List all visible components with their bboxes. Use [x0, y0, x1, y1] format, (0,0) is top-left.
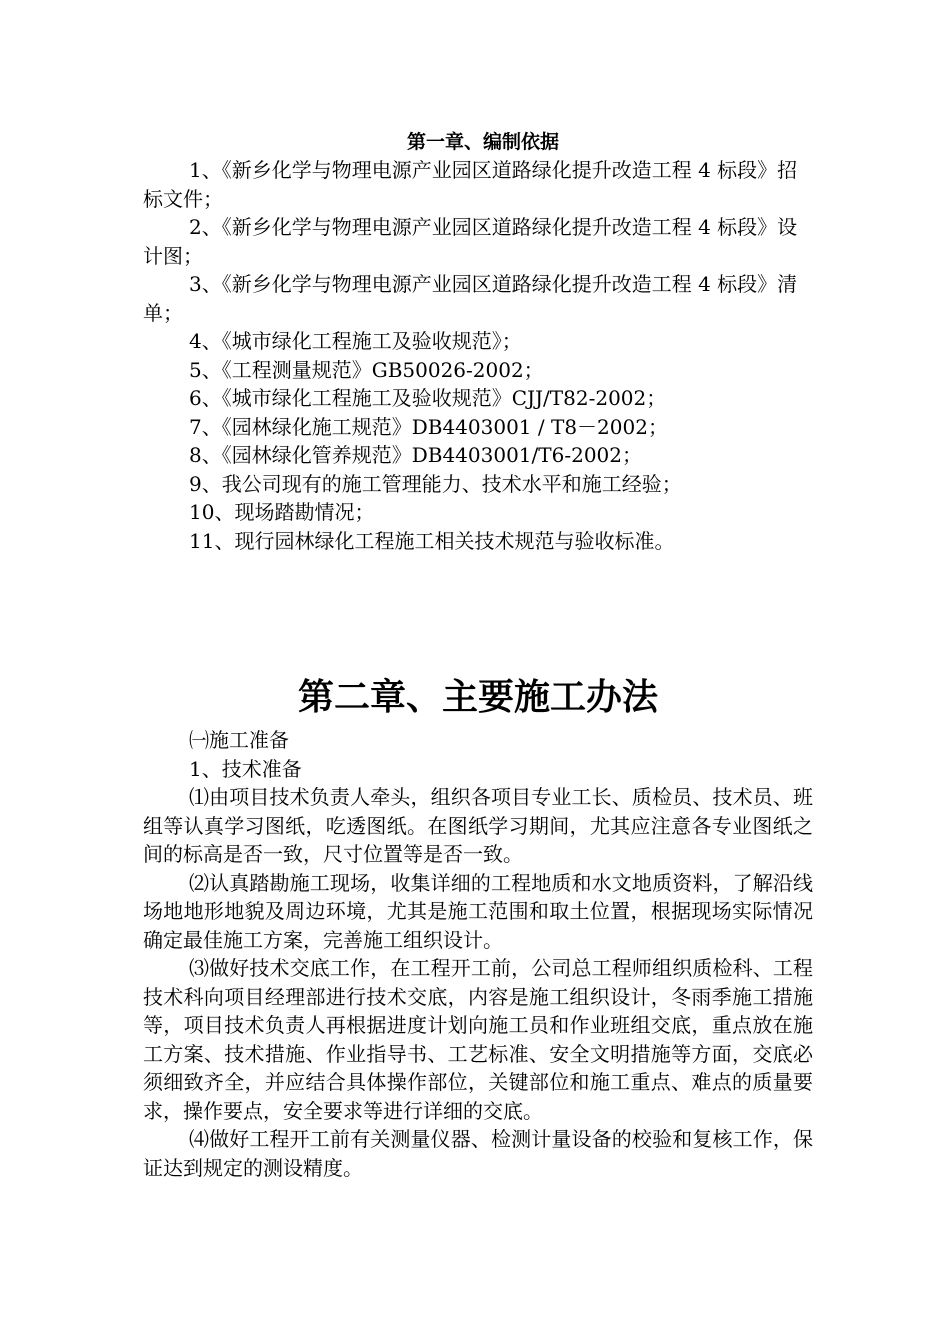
- page-content: [143, 128, 813, 1182]
- section-heading: ㈠施工准备: [189, 728, 289, 752]
- basis-item-3: 3、《新乡化学与物理电源产业园区道路绿化提升改造工程 4 标段》清单；: [143, 272, 798, 325]
- subsection-heading: 1、技术准备: [189, 756, 302, 781]
- chapter1-title: 第一章、编制依据: [406, 131, 559, 153]
- basis-item-7: 7、《园林绿化施工规范》DB4403001 / T8－2002；: [189, 414, 668, 439]
- chapter2-title: 第二章、主要施工办法: [297, 677, 658, 718]
- basis-item-11: 11、现行园林绿化工程施工相关技术规范与验收标准。: [189, 528, 675, 553]
- basis-item-4: 4、《城市绿化工程施工及验收规范》；: [189, 329, 522, 353]
- paragraph-2: ⑵认真踏勘施工现场，收集详细的工程地质和水文地质资料，了解沿线场地地形地貌及周边环境，尤其是施工范围和取土位置，根据现场实际情况确定最佳施工方案，完善施工组织设计。: [143, 870, 813, 952]
- paragraph-1: ⑴由项目技术负责人牵头，组织各项目专业工长、质检员、技术员、班组等认真学习图纸，吃透图纸。在图纸学习期间，尤其应注意各专业图纸之间的标高是否一致，尺寸位置等是否一致。: [143, 785, 813, 866]
- basis-item-2: 2、《新乡化学与物理电源产业园区道路绿化提升改造工程 4 标段》设计图；: [143, 215, 798, 268]
- paragraph-3: ⑶做好技术交底工作，在工程开工前，公司总工程师组织质检科、工程技术科向项目经理部进行技术交底，内容是施工组织设计，冬雨季施工措施等，项目技术负责人再根据进度计划向施工员和作业班组交底，重点放在施工方案、技术措施、作业指导书、工艺标准、安全文明措施等方面，交底必须细致齐全，并应结合具体操作部位，关键部位和施工重点、难点的质量要求，操作要点，安全要求等进行详细的交底。: [143, 956, 813, 1123]
- basis-item-6: 6、《城市绿化工程施工及验收规范》CJJ/T82-2002；: [189, 386, 667, 410]
- paragraph-4: ⑷做好工程开工前有关测量仪器、检测计量设备的校验和复核工作，保证达到规定的测设精度。: [143, 1127, 813, 1180]
- basis-item-9: 9、我公司现有的施工管理能力、技术水平和施工经验；: [189, 471, 682, 496]
- basis-item-5: 5、《工程测量规范》GB50026-2002；: [189, 357, 544, 382]
- basis-item-10: 10、现场踏勘情况；: [189, 500, 375, 524]
- basis-item-1: 1、《新乡化学与物理电源产业园区道路绿化提升改造工程 4 标段》招标文件；: [143, 158, 798, 211]
- basis-item-8: 8、《园林绿化管养规范》DB4403001/T6-2002；: [189, 443, 642, 467]
- chapter-spacer: [143, 555, 813, 676]
